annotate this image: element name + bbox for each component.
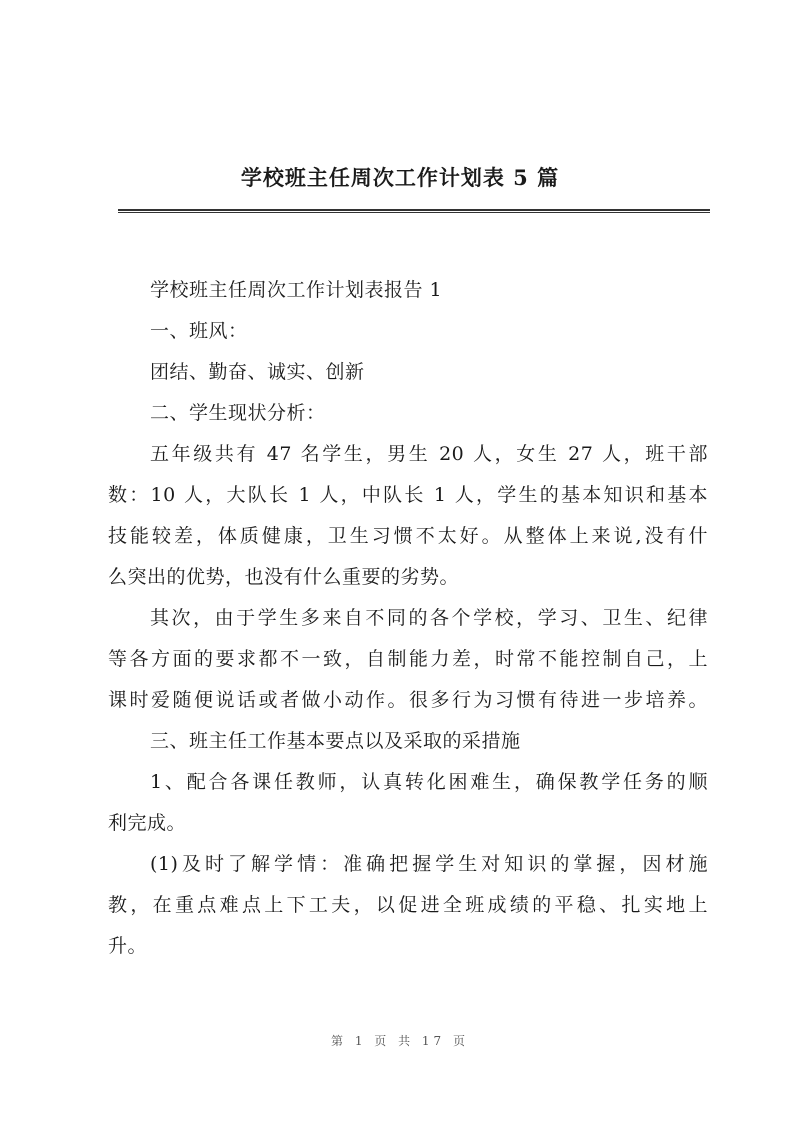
body-line: 升。 (108, 935, 148, 957)
body-line: 学校班主任周次工作计划表报告 1 (150, 279, 443, 301)
body-line: 教，在重点难点上下工夫，以促进全班成绩的平稳、扎实地上 (108, 894, 708, 916)
body-line: 么突出的优势，也没有什么重要的劣势。 (108, 566, 460, 588)
body-line: (1)及时了解学情：准确把握学生对知识的掌握，因材施 (150, 853, 708, 875)
body-line: 其次，由于学生多来自不同的各个学校，学习、卫生、纪律 (150, 607, 708, 629)
body-line: 数：10 人，大队长 1 人，中队长 1 人，学生的基本知识和基本 (108, 484, 708, 506)
body-line: 二、学生现状分析： (150, 402, 326, 424)
page-footer: 第 1 页 共 17 页 (331, 1034, 469, 1048)
body-line: 课时爱随便说话或者做小动作。很多行为习惯有待进一步培养。 (108, 689, 708, 711)
body-line: 五年级共有 47 名学生，男生 20 人，女生 27 人，班干部 (150, 443, 708, 465)
body-line: 团结、勤奋、诚实、创新 (150, 361, 365, 383)
document-title: 学校班主任周次工作计划表 5 篇 (240, 165, 560, 190)
body-line: 等各方面的要求都不一致，自制能力差，时常不能控制自己，上 (108, 648, 708, 670)
body-line: 三、班主任工作基本要点以及采取的采措施 (150, 730, 521, 752)
body-line: 利完成。 (108, 812, 187, 834)
body-line: 一、班风： (150, 320, 248, 342)
body-line: 1、配合各课任教师，认真转化困难生，确保教学任务的顺 (150, 771, 708, 793)
title-divider (118, 209, 710, 213)
document-body (108, 270, 708, 967)
body-line: 技能较差，体质健康，卫生习惯不太好。从整体上来说,没有什 (108, 525, 708, 547)
